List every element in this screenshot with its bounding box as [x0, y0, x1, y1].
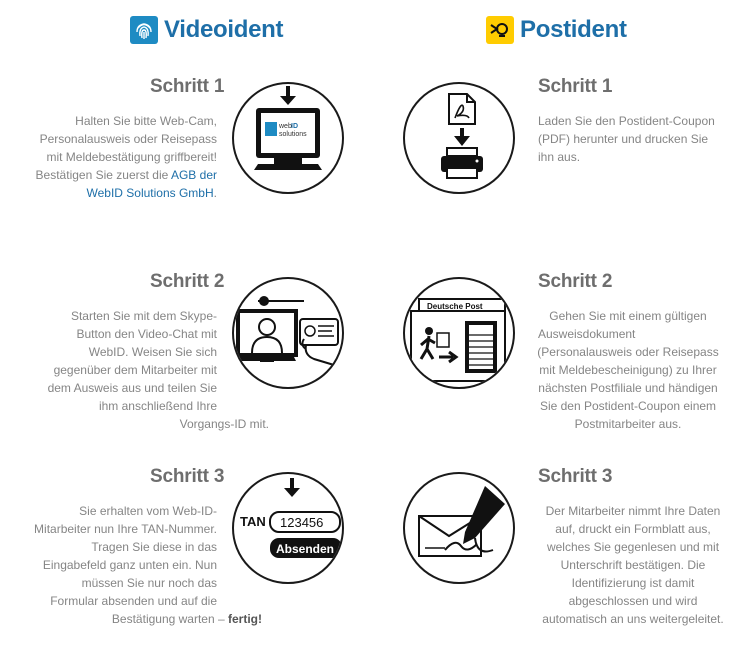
text-line: ihm anschließend Ihre	[98, 399, 217, 413]
video-step2-text	[7, 307, 269, 433]
text-line: automatisch an uns weitergeleitet.	[542, 612, 724, 626]
text-line: Formular absenden und auf die	[50, 594, 217, 608]
fertig-text: fertig!	[228, 612, 262, 626]
webid-web-text: web	[279, 123, 292, 130]
text-line: Sie erhalten vom Web-ID-	[79, 504, 217, 518]
text-line: gegenüber dem Mitarbeiter mit	[53, 363, 217, 377]
text-line: dem Ausweis aus und teilen Sie	[47, 381, 217, 395]
text-line: Personalausweis oder Reisepass	[39, 132, 217, 146]
printer-icon	[441, 148, 483, 178]
tan-label: TAN	[240, 514, 266, 529]
pdf-file-icon	[449, 94, 475, 124]
text-line: mit Meldebescheinigung) zu Ihrer	[539, 363, 717, 377]
video-chat-monitor-icon	[236, 309, 298, 362]
video-step1-illustration	[232, 82, 344, 194]
webid-solutions-text: solutions	[279, 131, 307, 138]
post-horn-icon	[486, 16, 514, 44]
agb-link[interactable]: AGB der	[170, 168, 217, 182]
text-line: abgeschlossen und wird	[568, 594, 698, 608]
video-step1-text	[7, 112, 217, 202]
down-arrow-icon	[284, 478, 300, 497]
text-line: Starten Sie mit dem Skype-	[70, 309, 217, 323]
postident-header	[486, 16, 627, 44]
text-line: Bestätigung warten –	[111, 612, 228, 626]
post-step1-title: Schritt 1	[538, 76, 613, 97]
text-line: nächsten Postfiliale und händigen	[538, 381, 718, 395]
post-step2-illustration	[403, 277, 515, 389]
text-line: Laden Sie den Postident-Coupon	[538, 114, 715, 128]
text-line: Tragen Sie diese in das	[91, 540, 217, 554]
video-step3-text	[7, 502, 262, 628]
video-step2-title: Schritt 2	[150, 271, 225, 292]
down-arrow-icon	[280, 86, 296, 105]
text-line: Ausweisdokument	[538, 327, 636, 341]
text-line: auf, druckt ein Formblatt aus,	[555, 522, 711, 536]
videoident-title: Videoident	[164, 16, 284, 43]
text-line: Vorgangs-ID mit.	[179, 417, 269, 431]
text-line: Eingabefeld ganz unten ein. Nun	[42, 558, 217, 572]
post-step2-text	[528, 307, 728, 433]
video-step3-title: Schritt 3	[150, 466, 225, 487]
text-punct: .	[213, 186, 217, 200]
webcam-icon	[258, 296, 304, 306]
post-step3-title: Schritt 3	[538, 466, 613, 487]
videoident-header	[130, 16, 283, 44]
webid-id-text: ID	[291, 123, 298, 130]
text-line: Sie den Postident-Coupon einem	[539, 399, 717, 413]
text-line: (PDF) herunter und drucken Sie	[538, 132, 709, 146]
video-step1-title: Schritt 1	[150, 76, 225, 97]
down-arrow-icon	[454, 128, 470, 146]
text-line: Identifizierung ist damit	[571, 576, 695, 590]
tan-value: 123456	[280, 515, 324, 530]
text-line: Halten Sie bitte Web-Cam,	[75, 114, 217, 128]
postident-title: Postident	[520, 16, 627, 43]
video-step2-illustration	[232, 277, 344, 389]
post-step1-text	[538, 112, 748, 166]
text-line: Button den Video-Chat mit	[76, 327, 217, 341]
text-line: Mitarbeiter nun Ihre TAN-Nummer.	[34, 522, 217, 536]
text-line: (Personalausweis oder Reisepass	[537, 345, 719, 359]
post-step2-title: Schritt 2	[538, 271, 613, 292]
text-line: Bestätigen Sie zuerst die	[35, 168, 171, 182]
text-line: Unterschrift bestätigen. Die	[560, 558, 706, 572]
fingerprint-icon	[130, 16, 158, 44]
text-line: welches Sie gegenlesen und mit	[546, 540, 720, 554]
post-step3-text	[528, 502, 738, 628]
text-line: Der Mitarbeiter nimmt Ihre Daten	[545, 504, 721, 518]
text-line: Postmitarbeiter aus.	[574, 417, 682, 431]
post-step1-illustration	[403, 82, 515, 194]
text-line: WebID. Weisen Sie sich	[88, 345, 217, 359]
monitor-icon	[254, 108, 322, 170]
video-step3-illustration	[232, 472, 344, 584]
deutsche-post-sign: Deutsche Post	[427, 302, 483, 311]
text-line: müssen Sie nur noch das	[81, 576, 217, 590]
absenden-label: Absenden	[276, 542, 335, 556]
webid-link[interactable]: WebID Solutions GmbH	[86, 186, 214, 200]
text-line: mit Meldebestätigung griffbereit!	[46, 150, 217, 164]
text-line: ihn aus.	[538, 150, 581, 164]
text-line: Gehen Sie mit einem gültigen	[549, 309, 707, 323]
id-card-hand-icon	[300, 319, 338, 365]
post-step3-illustration	[403, 472, 515, 584]
